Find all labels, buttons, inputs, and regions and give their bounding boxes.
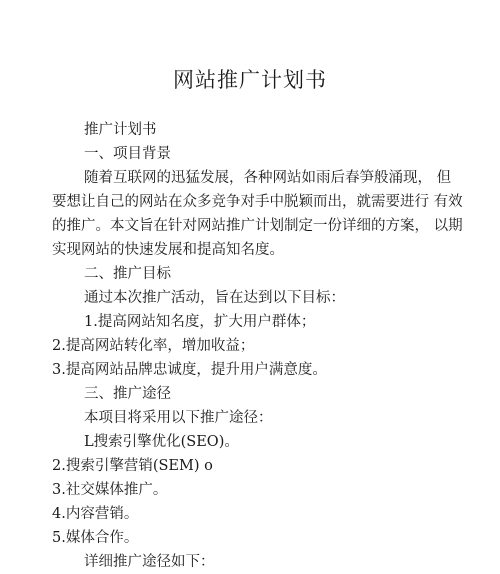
document-line: 二、推广目标 <box>84 266 171 282</box>
document-line: 1.提高网站知名度，扩大用户群体； <box>84 314 316 330</box>
document-line: 3.社交媒体推广。 <box>52 482 168 498</box>
document-line: 3.提高网站品牌忠诚度，提升用户满意度。 <box>52 362 327 378</box>
document-line: 通过本次推广活动，旨在达到以下目标： <box>84 290 345 306</box>
document-line: 要想让自己的网站在众多竞争对手中脱颖而出，就需要进行 有效 <box>52 194 463 210</box>
document-line: L搜索引擎优化(SEO)。 <box>84 434 239 450</box>
document-line: 实现网站的快速发展和提高知名度。 <box>52 242 284 258</box>
document-line: 5.媒体合作。 <box>52 530 139 546</box>
document-line: 的推广。本文旨在针对网站推广计划制定一份详细的方案， 以期 <box>52 218 463 234</box>
document-line: 本项目将采用以下推广途径： <box>84 410 273 426</box>
document-line: 三、推广途径 <box>84 386 171 402</box>
document-line: 推广计划书 <box>84 122 157 138</box>
document-line: 详细推广途径如下： <box>84 554 215 570</box>
document-line: 2.搜索引擎营销(SEM) o <box>52 458 213 474</box>
document-line: 4.内容营销。 <box>52 506 139 522</box>
document-line: 随着互联网的迅猛发展，各种网站如雨后春笋般涌现， 但 <box>84 170 452 186</box>
document-title: 网站推广计划书 <box>173 68 327 92</box>
document-body <box>52 118 463 574</box>
document-line: 一、项目背景 <box>84 146 171 162</box>
document-line: 2.提高网站转化率，增加收益； <box>52 338 255 354</box>
